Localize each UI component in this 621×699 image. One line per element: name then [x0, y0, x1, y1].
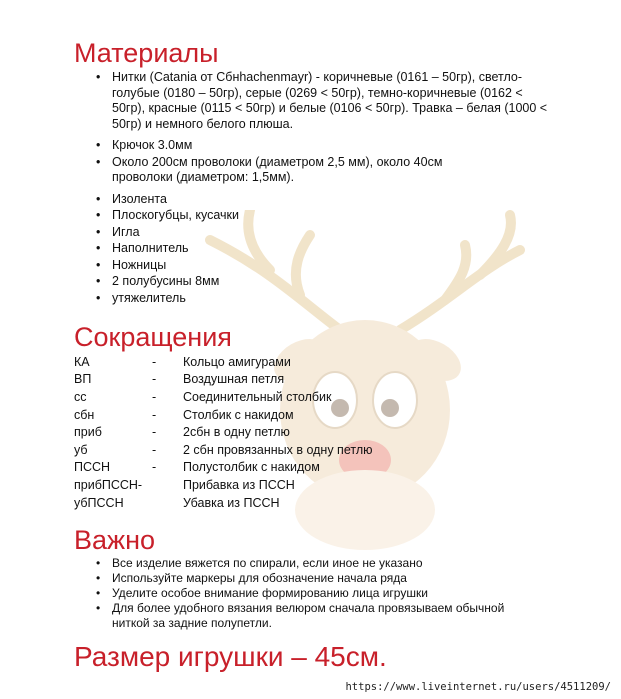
- list-item: • Плоскогубцы, кусачки: [92, 208, 562, 224]
- toy-size-heading: Размер игрушки – 45см.: [74, 641, 387, 672]
- abbr-dash: -: [152, 425, 157, 440]
- abbr-meaning: Воздушная петля: [183, 372, 285, 387]
- table-row: [74, 406, 372, 424]
- table-row: [74, 371, 372, 389]
- table-row: [74, 423, 372, 441]
- abbr-dash: -: [152, 389, 157, 404]
- important-heading: Важно: [74, 525, 156, 555]
- abbr-term: убПССН: [74, 495, 124, 510]
- list-item: • Крючок 3.0мм: [92, 138, 562, 154]
- footer-url[interactable]: https://www.liveinternet.ru/users/4511209/: [345, 681, 611, 693]
- list-item: • Изолента: [92, 192, 562, 208]
- abbr-meaning: Столбик с накидом: [183, 407, 294, 422]
- abbr-meaning: Кольцо амигурами: [183, 354, 291, 369]
- abbr-meaning: 2 сбн провязанных в одну петлю: [183, 442, 373, 457]
- abbr-meaning: Убавка из ПССН: [183, 495, 280, 510]
- table-row: [74, 476, 372, 494]
- abbr-meaning: Соединительный столбик: [183, 389, 332, 404]
- abbr-term: ПССН: [74, 460, 111, 475]
- abbr-meaning: Полустолбик с накидом: [183, 460, 320, 475]
- abbr-dash: -: [152, 442, 157, 457]
- important-list: [92, 556, 562, 631]
- table-row: [74, 441, 372, 459]
- list-item: • утяжелитель: [92, 291, 562, 307]
- table-row: [74, 353, 372, 371]
- list-item: • Ножницы: [92, 258, 562, 274]
- list-item: • Около 200см проволоки (диаметром 2,5 мм), около 40см проволоки (диаметром: 1,5мм).: [92, 155, 562, 186]
- abbr-term: ВП: [74, 372, 92, 387]
- materials-heading: Материалы: [74, 38, 219, 68]
- list-item: • Игла: [92, 225, 562, 241]
- materials-list: [92, 70, 562, 307]
- abbr-term: прибПССН-: [74, 477, 143, 492]
- abbr-meaning: Прибавка из ПССН: [183, 477, 295, 492]
- list-item: • Уделите особое внимание формированию лица игрушки: [92, 586, 562, 601]
- abbr-dash: -: [152, 460, 157, 475]
- list-item: • Наполнитель: [92, 241, 562, 257]
- abbr-term: приб: [74, 425, 102, 440]
- list-item: • Для более удобного вязания велюром сначала провязываем обычной ниткой за задние полупетли.: [92, 601, 562, 631]
- abbreviations-table: [74, 353, 372, 511]
- abbr-dash: -: [152, 354, 157, 369]
- list-item: • Все изделие вяжется по спирали, если иное не указано: [92, 556, 562, 571]
- abbr-dash: [152, 476, 183, 494]
- abbr-term: КА: [74, 354, 90, 369]
- table-row: [74, 459, 372, 477]
- abbr-term: уб: [74, 442, 88, 457]
- abbr-meaning: 2сбн в одну петлю: [183, 425, 290, 440]
- abbreviations-heading: Сокращения: [74, 322, 232, 352]
- abbr-dash: [152, 494, 183, 512]
- abbr-dash: -: [152, 372, 157, 387]
- abbr-term: сс: [74, 389, 87, 404]
- list-item: • Нитки (Catania от Сбнhachenmayr) - коричневые (0161 – 50гр), светло-голубые (0180 – 50гр), серые (0269 < 50гр), темно-коричневые (0162 < 50гр), красные (0115 < 50гр) и белые (0106 < 50гр). Травка – белая (1000 < 50гр) и немного белого плюша.: [92, 70, 562, 132]
- list-item: • Используйте маркеры для обозначение начала ряда: [92, 571, 562, 586]
- table-row: [74, 494, 372, 512]
- abbr-term: сбн: [74, 407, 95, 422]
- abbr-dash: -: [152, 407, 157, 422]
- table-row: [74, 388, 372, 406]
- list-item: • 2 полубусины 8мм: [92, 274, 562, 290]
